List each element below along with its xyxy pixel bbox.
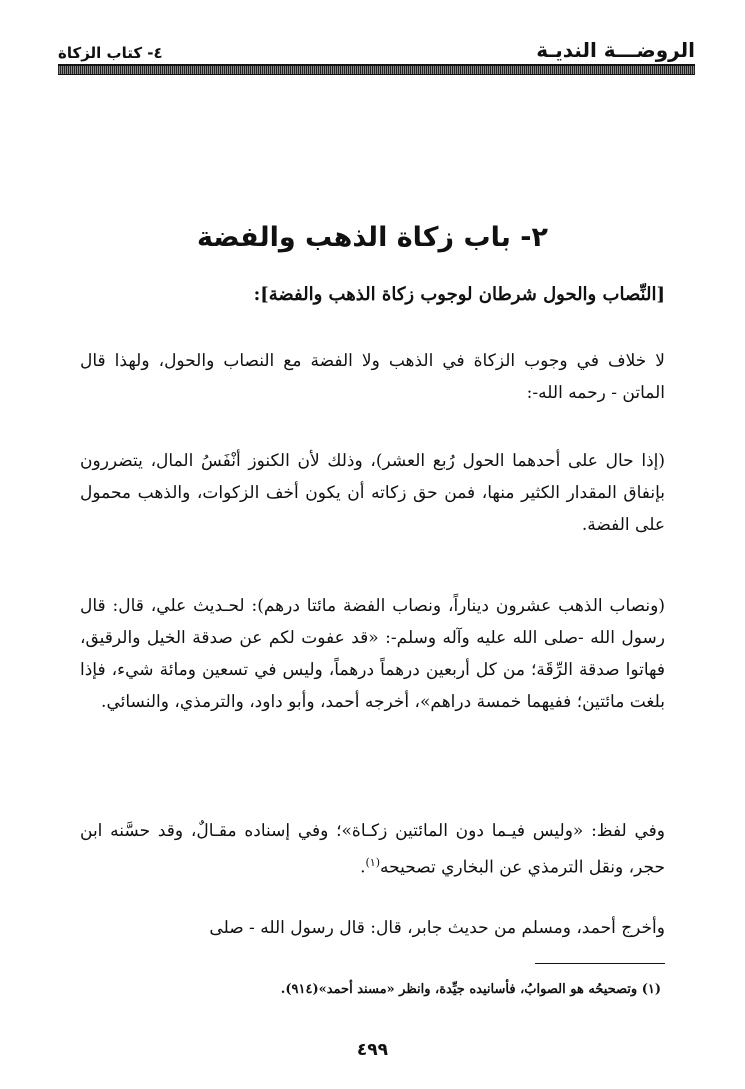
paragraph-5: وأخرج أحمد، ومسلم من حديث جابر، قال: قال رسول الله - صلى <box>209 918 665 938</box>
sub-heading: [النِّصاب والحول شرطان لوجوب زكاة الذهب والفضة]: <box>253 284 665 305</box>
running-header <box>58 28 695 62</box>
paragraph-3: (ونصاب الذهب عشرون ديناراً، ونصاب الفضة مائتا درهم): لحـديث علي، قال: قال رسول الله -صلى الله عليه وآله وسلم-: «قد عفوت لكم عن صدقة الخيل والرقيق، فهاتوا صدقة الرِّقَة؛ من كل أربعين درهماً درهماً، وليس في تسعين ومائة شيء، فإذا بلغت مائتين؛ ففيهما خمسة دراهم»، أخرجه أحمد، وأبو داود، والترمذي، والنسائي. <box>80 596 665 712</box>
chapter-title: ٢- باب زكاة الذهب والفضة <box>197 222 548 253</box>
paragraph-4-text: وفي لفظ: «وليس فيـما دون المائتين زكـاة»؛ وفي إسناده مقـالٌ، وقد حسَّنه ابن حجر، ونقل الترمذي عن البخاري تصحيحه <box>80 821 665 878</box>
paragraph-1: لا خلاف في وجوب الزكاة في الذهب ولا الفضة مع النصاب والحول، ولهذا قال الماتن - رحمه الله-: <box>80 351 665 403</box>
chapter-label: ٤- كتاب الزكاة <box>58 44 163 62</box>
page-number: ٤٩٩ <box>356 1040 389 1060</box>
footnote-rule <box>535 963 665 964</box>
book-title: الروضـــة النديـة <box>536 38 695 62</box>
paragraph-2: (إذا حال على أحدهما الحول رُبع العشر)، وذلك لأن الكنوز أنْفَسُ المال، يتضررون بإنفاق المقدار الكثير منها، فمن حق زكاته أن يكون أخف الزكوات، والذهب محمول على الفضة. <box>80 451 665 535</box>
footnote: (١) وتصحيحُه هو الصوابُ، فأسانيده جيِّدة، وانظر «مسند أحمد»(٩١٤). <box>280 982 661 997</box>
footnote-marker: (١) <box>365 856 381 869</box>
header-rule <box>58 64 695 75</box>
paragraph-4: وفي لفظ: «وليس فيـما دون المائتين زكـاة»؛ وفي إسناده مقـالٌ، وقد حسَّنه ابن حجر، ونقل الترمذي عن البخاري تصحيحه$^{(١)}$. <box>80 821 665 878</box>
